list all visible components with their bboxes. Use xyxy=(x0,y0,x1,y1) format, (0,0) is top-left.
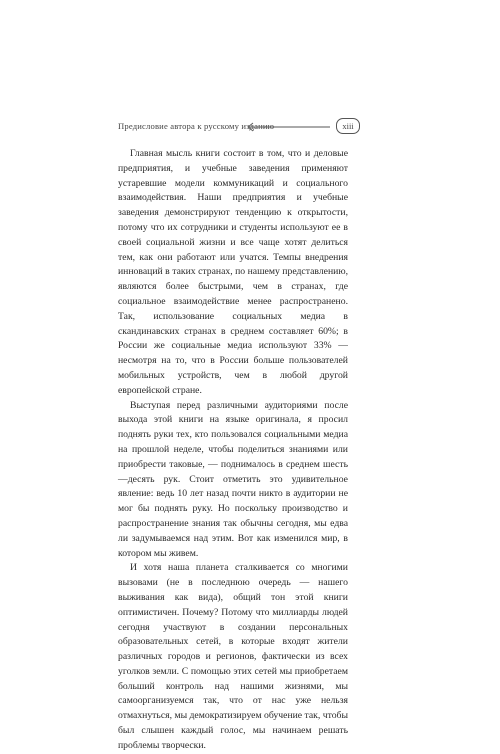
running-title: Предисловие автора к русскому изданию xyxy=(118,121,275,131)
running-header xyxy=(118,120,386,136)
paragraph-1: Главная мысль книги состоит в том, что и деловые предприятия, и учебные заведения применяют устаревшие модели коммуникаций и социального взаимодействия. Наши предприятия и учебные заведения демонстрируют тенденцию к открытости, потому что их сотрудники и студенты используют ее в своей социальной жизни и все чаще хотят делиться тем, как они работают или учатся. Темпы внедрения инноваций в таких странах, по нашему представлению, являются более быстрыми, чем в странах, где социальное взаимодействие менее распространено. Так, использование социальных медиа в скандинавских странах в среднем составляет 60%; в России же социальные медиа используют 33% — несмотря на то, что в России больше пользователей мобильных устройств, чем в любой другой европейской стране. xyxy=(118,148,348,396)
page-number: xiii xyxy=(336,118,360,134)
paragraph-2: Выступая перед различными аудиториями после выхода этой книги на языке оригинала, я просил поднять руки тех, кто пользовался социальными медиа на прошлой неделе, чтобы поделиться знаниями или приобрести таковые, — поднималось в среднем шесть—десять рук. Стоит отметить это удивительное явление: ведь 10 лет назад почти никто в аудитории не мог бы поднять руку. Но поскольку производство и распространение знания так обычны сегодня, мы едва ли задумываемся над этим. Вот как изменился мир, в котором мы живем. xyxy=(118,399,348,559)
paragraph-3: И хотя наша планета сталкивается со многими вызовами (не в последнюю очередь — нашего выживания как вида), общий тон этой книги оптимистичен. Почему? Потому что миллиарды людей сегодня участвуют в создании персональных образовательных сетей, в которые входят жители различных городов и регионов, фактически из всех уголков земли. С помощью этих сетей мы приобретаем больший контроль над нашими жизнями, мы самоорганизуемся так, что от нас уже нельзя отмахнуться, мы демократизируем обучение так, чтобы был слышен каждый голос, мы начинаем решать проблемы творчески. xyxy=(118,562,348,751)
arrow-left-icon xyxy=(246,120,330,134)
main-text xyxy=(118,147,348,754)
